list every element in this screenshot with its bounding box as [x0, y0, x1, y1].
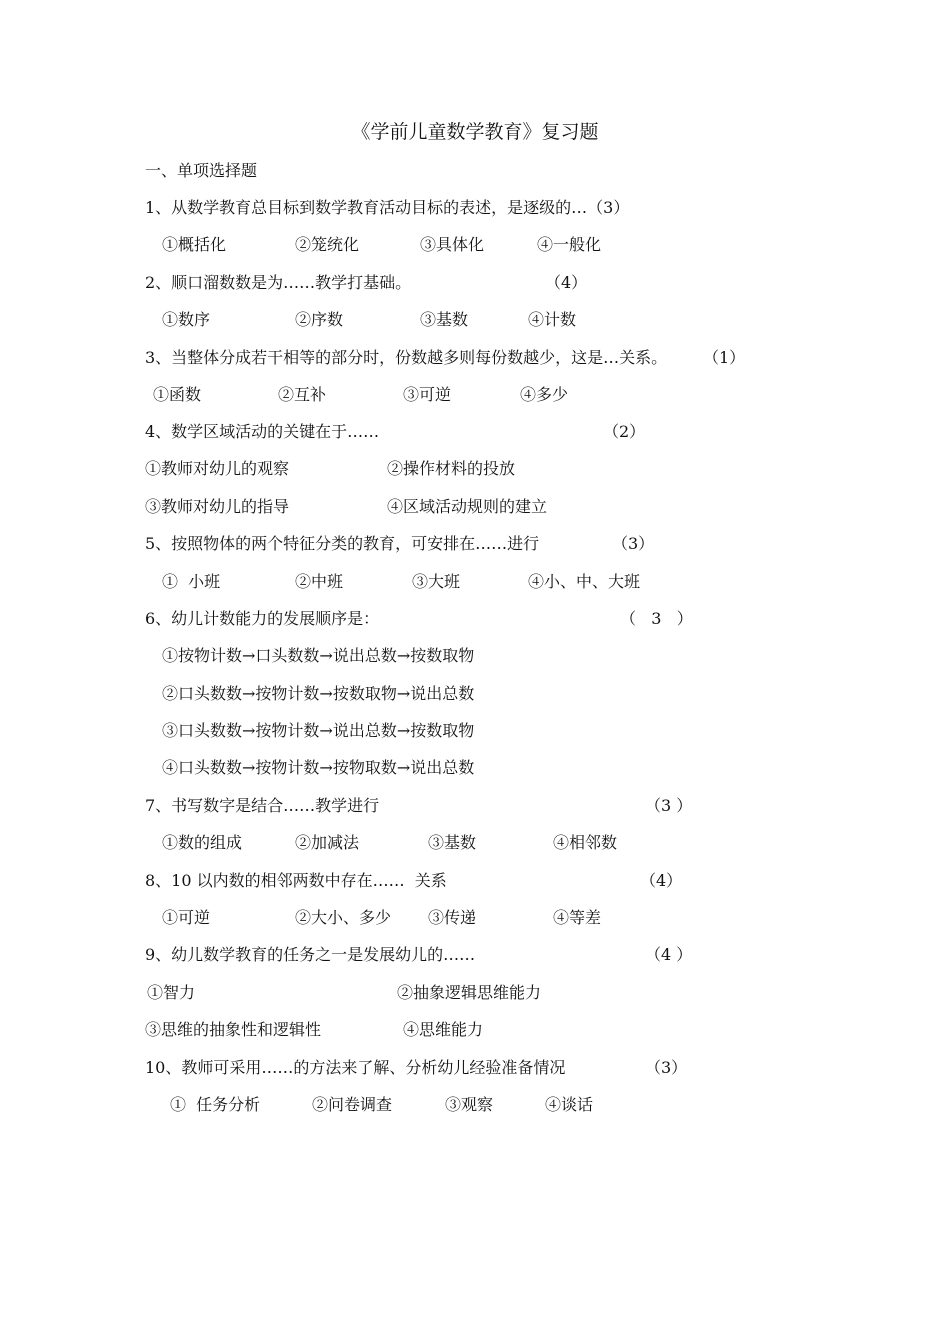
- q9-option-2: ②抽象逻辑思维能力: [397, 983, 542, 1002]
- q2-option-4: ④计数: [528, 310, 577, 329]
- q4-option-1: ①教师对幼儿的观察: [145, 459, 290, 478]
- q1-option-4: ④一般化: [537, 235, 602, 254]
- q8-option-1: ①可逆: [162, 908, 211, 927]
- q5-option-1: ① 小班: [162, 572, 221, 591]
- q10-option-3: ③观察: [445, 1095, 494, 1114]
- q3-option-2: ②互补: [278, 385, 327, 404]
- q9-option-1: ①智力: [147, 983, 196, 1002]
- q2-option-2: ②序数: [295, 310, 344, 329]
- q1-option-2: ②笼统化: [295, 235, 360, 254]
- question-9: 9、幼儿数学教育的任务之一是发展幼儿的……: [145, 945, 476, 964]
- q5-option-4: ④小、中、大班: [528, 572, 641, 591]
- question-6-answer: （ 3 ）: [620, 609, 693, 628]
- q3-option-3: ③可逆: [403, 385, 452, 404]
- q6-option-4: ④口头数数→按物计数→按物取数→说出总数: [162, 758, 475, 777]
- q5-option-2: ②中班: [295, 572, 344, 591]
- question-10: 10、教师可采用……的方法来了解、分析幼儿经验准备情况: [145, 1058, 566, 1077]
- question-6: 6、幼儿计数能力的发展顺序是：: [145, 609, 380, 628]
- q7-option-3: ③基数: [428, 833, 477, 852]
- q6-option-1: ①按物计数→口头数数→说出总数→按数取物: [162, 646, 475, 665]
- question-3: 3、当整体分成若干相等的部分时，份数越多则每份数越少，这是…关系。: [145, 348, 668, 367]
- q8-option-2: ②大小、多少: [295, 908, 392, 927]
- q6-option-2: ②口头数数→按物计数→按数取物→说出总数: [162, 684, 475, 703]
- question-9-answer: （4 ）: [645, 945, 693, 964]
- q10-option-1: ① 任务分析: [170, 1095, 261, 1114]
- q4-option-3: ③教师对幼儿的指导: [145, 497, 290, 516]
- q10-option-2: ②问卷调查: [312, 1095, 393, 1114]
- document-title: 《学前儿童数学教育》复习题: [351, 121, 599, 143]
- question-5-answer: （3）: [612, 534, 655, 553]
- section-heading: 一、单项选择题: [145, 161, 258, 180]
- q7-option-2: ②加减法: [295, 833, 360, 852]
- q8-option-3: ③传递: [428, 908, 477, 927]
- q6-option-3: ③口头数数→按物计数→说出总数→按数取物: [162, 721, 475, 740]
- q4-option-4: ④区域活动规则的建立: [387, 497, 548, 516]
- question-1: 1、从数学教育总目标到数学教育活动目标的表述，是逐级的…（3）: [145, 198, 630, 217]
- q1-option-1: ①概括化: [162, 235, 227, 254]
- question-10-answer: （3）: [645, 1058, 688, 1077]
- q7-option-4: ④相邻数: [553, 833, 618, 852]
- q2-option-1: ①数序: [162, 310, 211, 329]
- q3-option-4: ④多少: [520, 385, 569, 404]
- q9-option-3: ③思维的抽象性和逻辑性: [145, 1020, 322, 1039]
- question-4-answer: （2）: [603, 422, 646, 441]
- question-5: 5、按照物体的两个特征分类的教育，可安排在……进行: [145, 534, 540, 553]
- q10-option-4: ④谈话: [545, 1095, 594, 1114]
- q2-option-3: ③基数: [420, 310, 469, 329]
- question-4: 4、数学区域活动的关键在于……: [145, 422, 380, 441]
- q5-option-3: ③大班: [412, 572, 461, 591]
- q3-option-1: ①函数: [153, 385, 202, 404]
- q1-option-3: ③具体化: [420, 235, 485, 254]
- question-8-answer: （4）: [640, 871, 683, 890]
- q7-option-1: ①数的组成: [162, 833, 243, 852]
- question-2-answer: （4）: [545, 273, 588, 292]
- question-3-answer: （1）: [703, 348, 746, 367]
- question-7-answer: （3 ）: [645, 796, 693, 815]
- question-8: 8、10 以内数的相邻两数中存在…… 关系: [145, 871, 447, 890]
- q8-option-4: ④等差: [553, 908, 602, 927]
- question-2: 2、顺口溜数数是为……教学打基础。: [145, 273, 412, 292]
- question-7: 7、书写数字是结合……教学进行: [145, 796, 380, 815]
- q9-option-4: ④思维能力: [403, 1020, 484, 1039]
- q4-option-2: ②操作材料的投放: [387, 459, 516, 478]
